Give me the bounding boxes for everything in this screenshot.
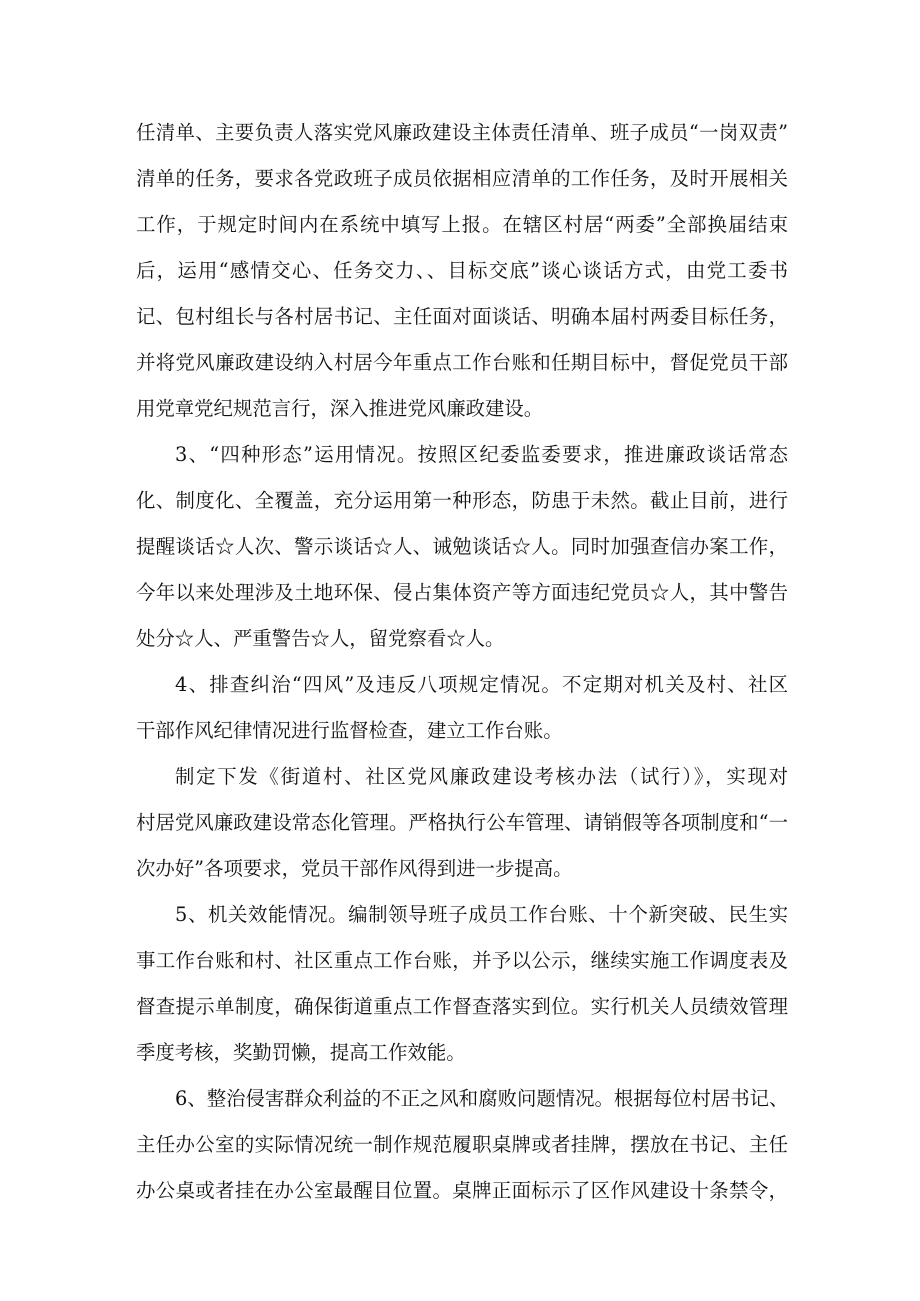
text-line: 后，运用“感情交心、任务交力、、目标交底”谈心谈话方式，由党工委书 [136,259,788,282]
text-line: 次办好”各项要求，党员干部作风得到进一步提高。 [136,857,573,880]
text-line: 提醒谈话☆人次、警示谈话☆人、诫勉谈话☆人。同时加强查信办案工作， [136,535,788,558]
text-line: 办公桌或者挂在办公室最醒目位置。桌牌正面标示了区作风建设十条禁令， [136,1179,788,1202]
text-line: 村居党风廉政建设常态化管理。严格执行公车管理、请销假等各项制度和“一 [136,811,788,834]
text-line: 督查提示单制度，确保街道重点工作督查落实到位。实行机关人员绩效管理 [136,995,788,1018]
paragraph-start-line: 5、机关效能情况。编制领导班子成员工作台账、十个新突破、民生实 [175,903,788,926]
text-line: 季度考核，奖勤罚懒，提高工作效能。 [136,1041,466,1064]
text-line: 主任办公室的实际情况统一制作规范履职桌牌或者挂牌，摆放在书记、主任 [136,1133,788,1156]
text-line: 化、制度化、全覆盖，充分运用第一种形态，防患于未然。截止目前，进行 [136,489,788,512]
paragraph-start-line: 制定下发《街道村、社区党风廉政建设考核办法（试行）》，实现对 [175,765,788,788]
paragraph-start-line: 3、“四种形态”运用情况。按照区纪委监委要求，推进廉政谈话常态 [175,443,788,466]
text-line: 清单的任务，要求各党政班子成员依据相应清单的工作任务，及时开展相关 [136,167,788,190]
text-line: 事工作台账和村、社区重点工作台账，并予以公示，继续实施工作调度表及 [136,949,788,972]
text-line: 记、包村组长与各村居书记、主任面对面谈话、明确本届村两委目标任务， [136,305,788,328]
text-line: 工作，于规定时间内在系统中填写上报。在辖区村居“两委”全部换届结束 [136,213,788,236]
paragraph-start-line: 4、排查纠治“四风”及违反八项规定情况。不定期对机关及村、社区 [175,673,788,696]
text-line: 任清单、主要负责人落实党风廉政建设主体责任清单、班子成员“一岗双责” [136,121,788,144]
paragraph-start-line: 6、整治侵害群众利益的不正之风和腐败问题情况。根据每位村居书记、 [175,1087,789,1110]
text-line: 干部作风纪律情况进行监督检查，建立工作台账。 [136,719,563,742]
text-line: 今年以来处理涉及土地环保、侵占集体资产等方面违纪党员☆人，其中警告 [136,581,788,604]
text-line: 并将党风廉政建设纳入村居今年重点工作台账和任期目标中，督促党员干部 [136,351,788,374]
text-line: 处分☆人、严重警告☆人，留党察看☆人。 [136,627,505,650]
text-line: 用党章党纪规范言行，深入推进党风廉政建设。 [136,397,544,420]
